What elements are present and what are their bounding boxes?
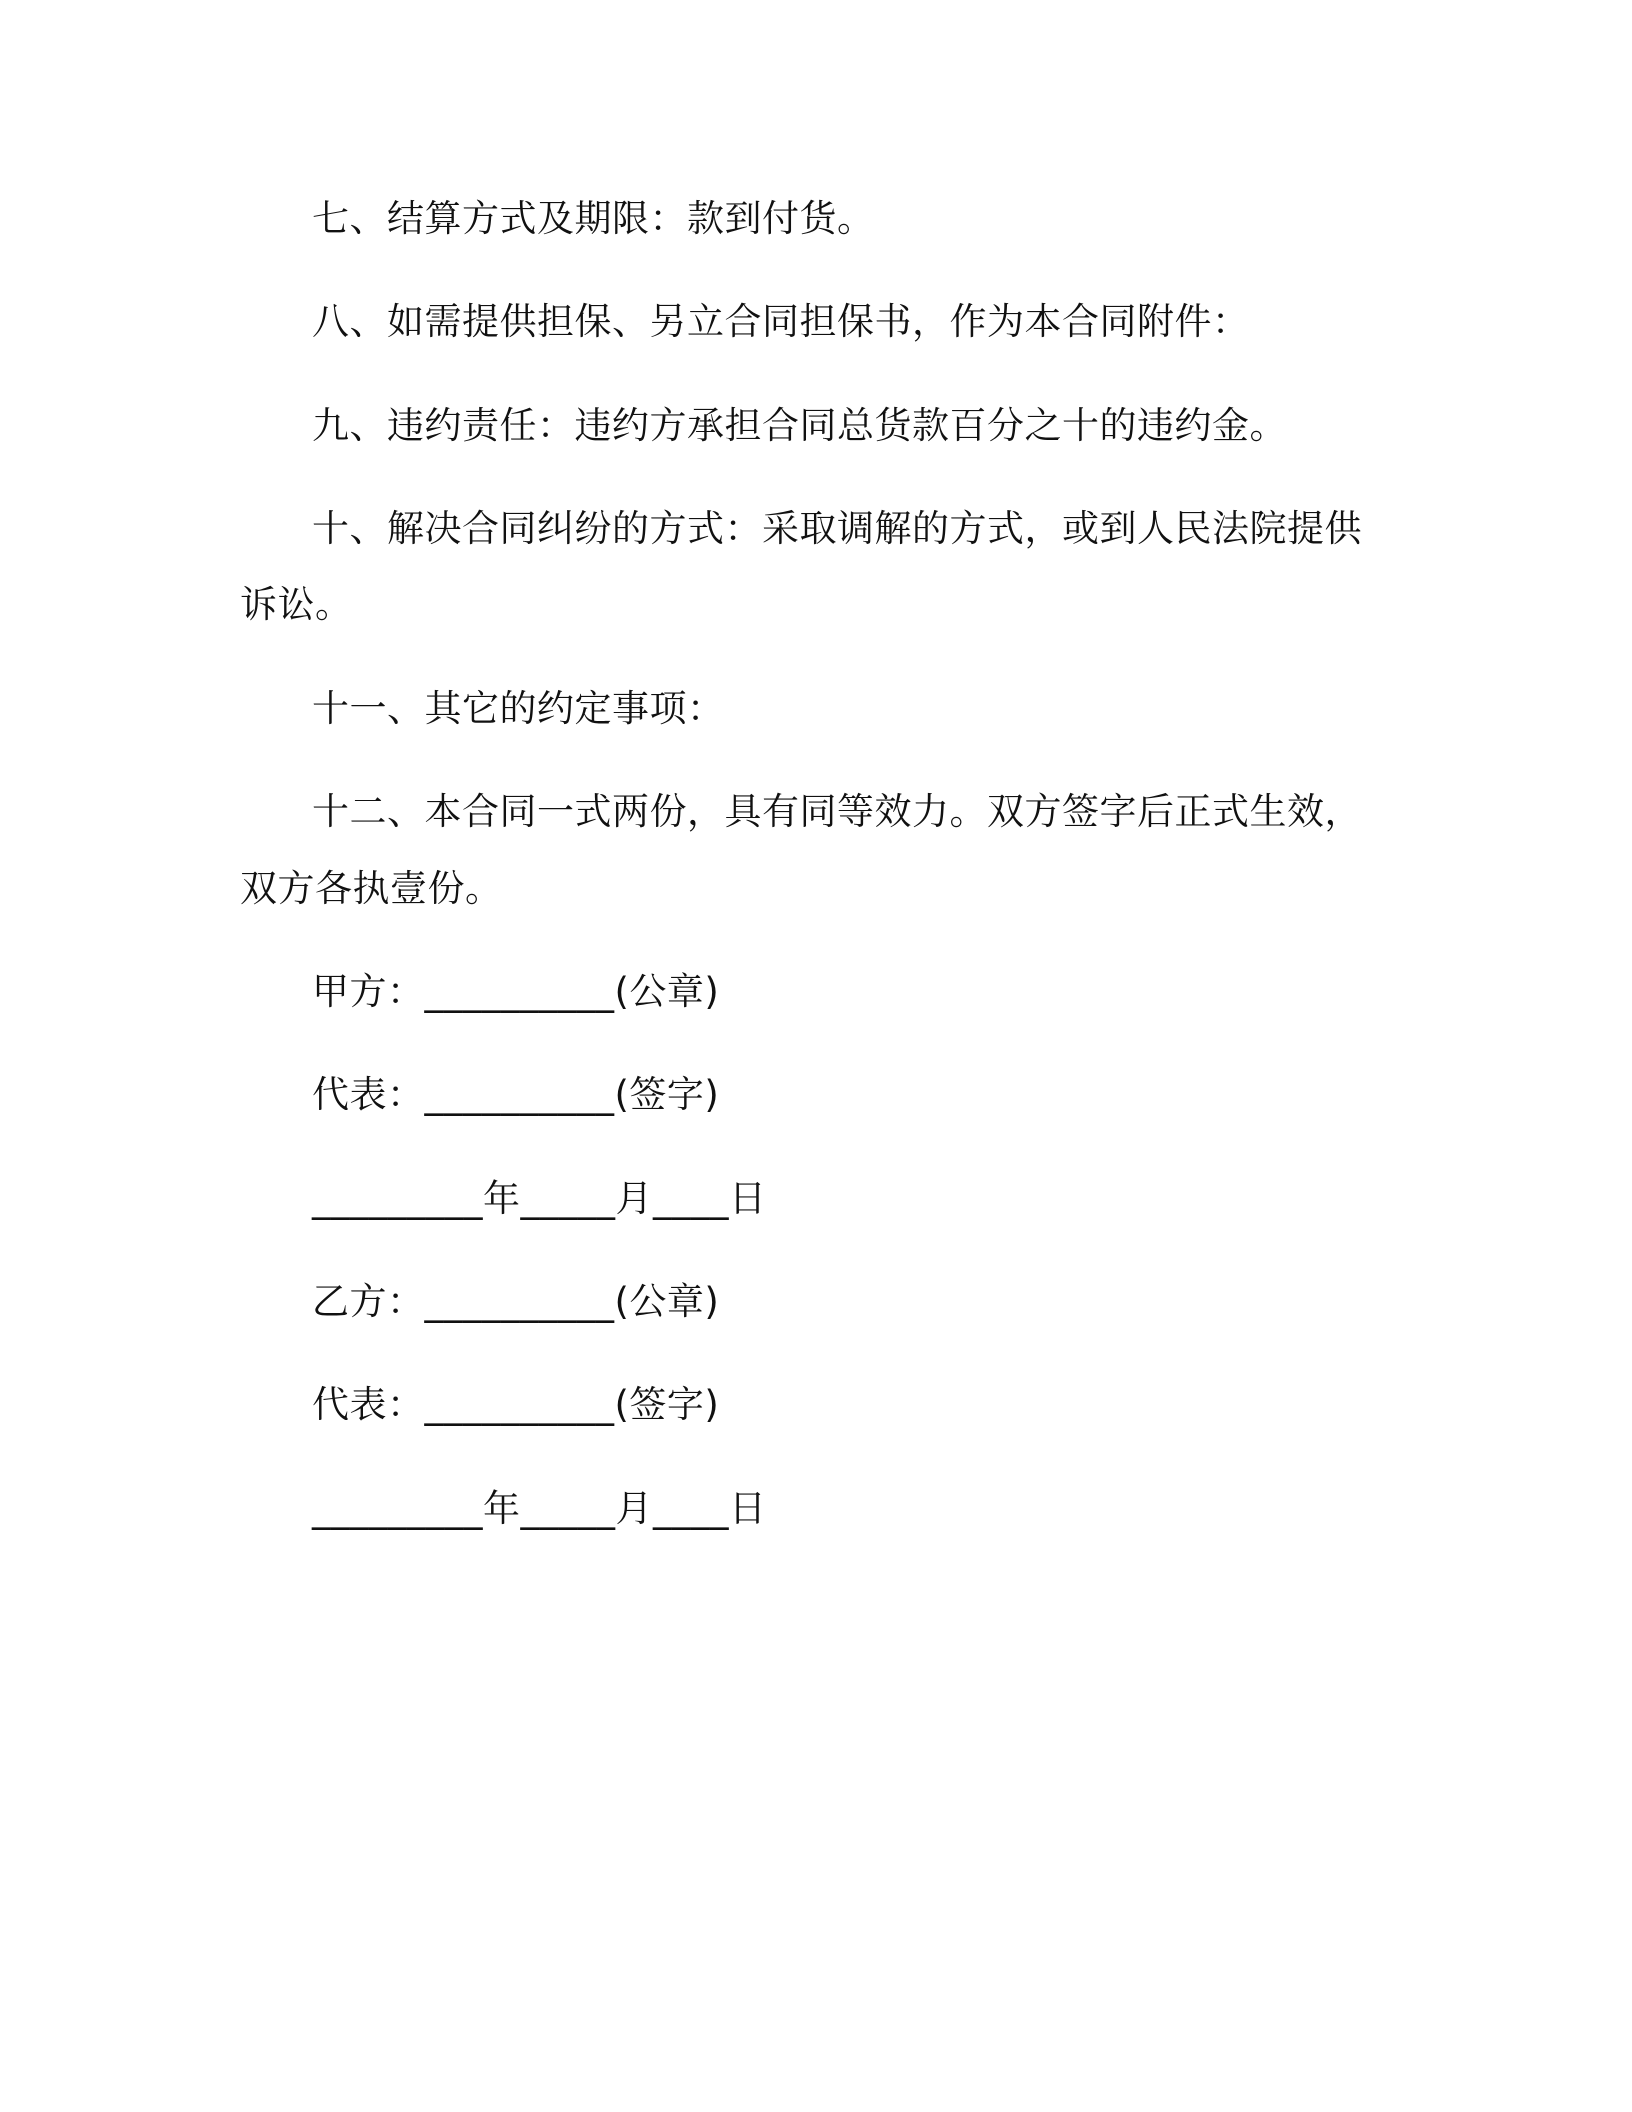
party-a-seal-line: 甲方：__________(公章)	[312, 970, 720, 1013]
party-b-representative-line: 代表：__________(签字)	[312, 1383, 720, 1426]
clause-8: 八、如需提供担保、另立合同担保书，作为本合同附件：	[312, 300, 1250, 343]
clause-10-line-1: 十、解决合同纠纷的方式：采取调解的方式，或到人民法院提供	[312, 507, 1362, 550]
party-a-representative-line: 代表：__________(签字)	[312, 1073, 720, 1116]
clause-10-line-2: 诉讼。	[240, 583, 353, 626]
clause-9: 九、违约责任：违约方承担合同总货款百分之十的违约金。	[312, 404, 1287, 447]
party-b-date-line: _________年_____月____日	[312, 1487, 767, 1530]
clause-12-line-2: 双方各执壹份。	[240, 867, 503, 910]
party-b-seal-line: 乙方：__________(公章)	[312, 1280, 720, 1323]
clause-12-line-1: 十二、本合同一式两份，具有同等效力。双方签字后正式生效，	[312, 790, 1362, 833]
clause-11: 十一、其它的约定事项：	[312, 687, 725, 730]
clause-7: 七、结算方式及期限：款到付货。	[312, 197, 875, 240]
party-a-date-line: _________年_____月____日	[312, 1177, 767, 1220]
